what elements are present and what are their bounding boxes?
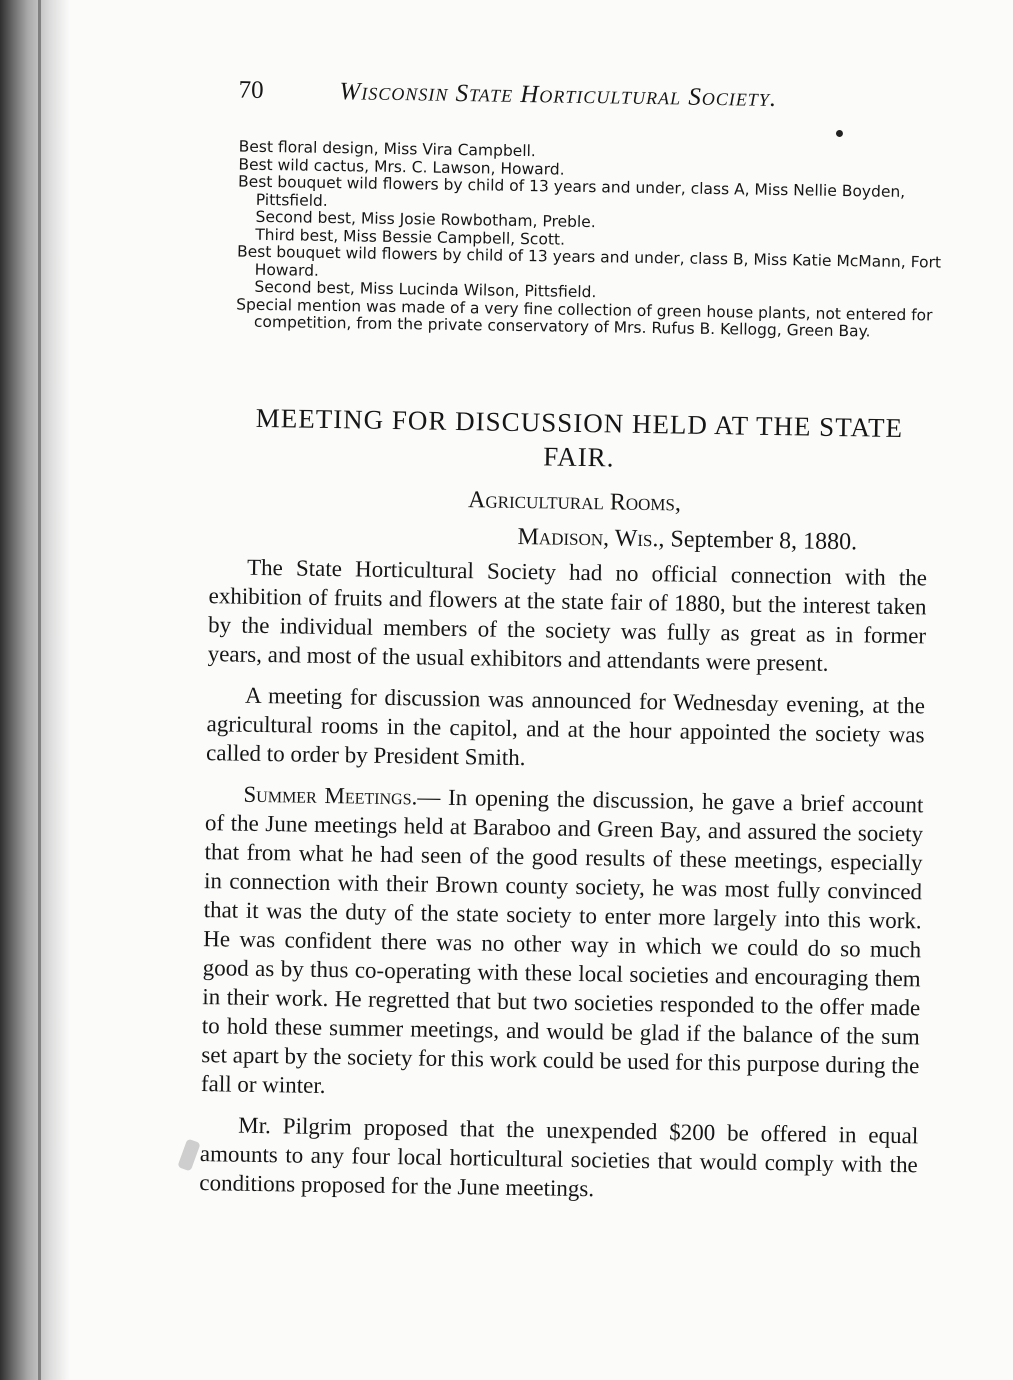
award-entry: Second best, Miss Josie Rowbotham, Preble. xyxy=(255,207,596,232)
dateline-location: Agricultural Rooms, xyxy=(467,487,682,517)
page-edge-shadow xyxy=(0,0,70,1380)
page-header xyxy=(204,62,950,114)
print-speck xyxy=(836,130,843,137)
book-page xyxy=(199,62,950,1202)
paragraph: The State Horticultural Society had no official connection with the exhibition of fruits and flowers at the state fair of 1880, but the interest taken by the individual members of the society was fully as great as in former years, and most of the usual exhibitors and attendants were present. xyxy=(207,554,928,676)
award-entry: Best bouquet wild flowers by child of 13 years and under, class B, Miss Katie McMann, Fort Howard. xyxy=(236,242,942,280)
page-number: 70 xyxy=(238,76,264,104)
dateline xyxy=(467,482,858,560)
paragraph-heading: Summer Meetings. xyxy=(243,781,418,810)
award-entry: Best floral design, Miss Vira Campbell. xyxy=(238,137,536,161)
binding-edge xyxy=(38,0,41,1380)
award-entry: Second best, Miss Lucinda Wilson, Pittsfield. xyxy=(254,277,597,302)
ink-smudge xyxy=(177,1139,200,1172)
running-head: Wisconsin State Horticultural Society. xyxy=(339,78,778,112)
dateline-place: Madison, Wis., xyxy=(517,523,665,553)
section-title: MEETING FOR DISCUSSION HELD AT THE STATE FAIR. xyxy=(255,402,904,473)
awards-list xyxy=(236,139,949,343)
body-text xyxy=(199,552,927,1220)
paragraph: Mr. Pilgrim proposed that the unexpended $200 be offered in equal amounts to any four local horticultural societies that would comply with the conditions proposed for the June meetings. xyxy=(199,1112,919,1202)
dateline-place-date xyxy=(467,518,857,560)
paragraph-text: — In opening the discussion, he gave a brief account of the June meetings held at Baraboo and Green Bay, and assured the society that from what he had seen of the good results of these meetings, especially in connection with their Brown county society, he was most fully convinced that it was the duty of the state society to enter more largely into this work. He was confident there was no other way in which we could do so much good as by thus co-operating with these local societies and encouraging them in their work. He regretted that but two societies responded to the offer made to hold these summer meetings, and would be glad if the balance of the sum set apart by the society for this work could be used for this purpose during the fall or winter. xyxy=(200,784,924,1099)
award-entry: Best bouquet wild flowers by child of 13 years and under, class A, Miss Nellie Boyden, Pittsfield. xyxy=(237,172,906,210)
paragraph: A meeting for discussion was announced for Wednesday evening, at the agricultural rooms in the capitol, and at the hour appointed the society was called to order by President Smith. xyxy=(205,682,926,771)
dateline-date: September 8, 1880. xyxy=(670,526,858,556)
paragraph xyxy=(201,779,924,1109)
award-entry: Best wild cactus, Mrs. C. Lawson, Howard. xyxy=(238,155,565,179)
award-entry: Special mention was made of a very fine collection of green house plants, not entered for competition, from the private conservatory of Mrs. Rufus B. Kellogg, Green Bay. xyxy=(236,295,933,341)
award-entry: Third best, Miss Bessie Campbell, Scott. xyxy=(255,225,566,249)
